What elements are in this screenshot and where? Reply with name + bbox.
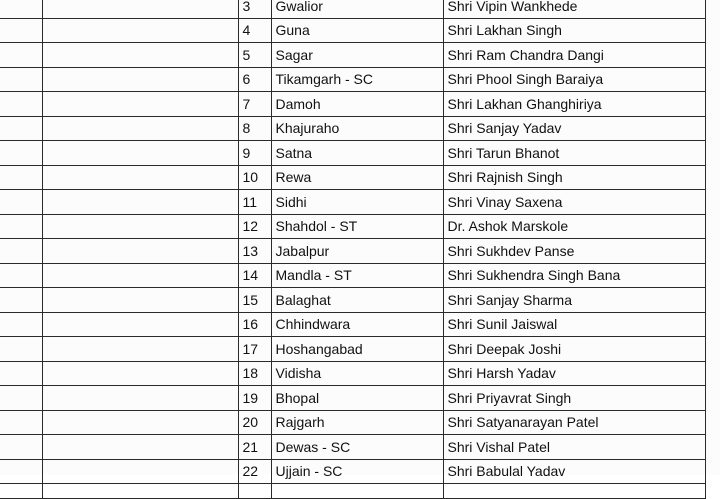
blank-cell (271, 484, 443, 499)
blank-cell (42, 214, 238, 239)
blank-cell (42, 484, 238, 499)
constituency-cell: Ujjain - SC (271, 459, 443, 484)
constituency-cell: Sagar (271, 43, 443, 68)
constituency-cell: Chhindwara (271, 312, 443, 337)
blank-cell (0, 386, 42, 411)
constituency-cell: Bhopal (271, 386, 443, 411)
blank-cell (42, 288, 238, 313)
constituency-cell: Hoshangabad (271, 337, 443, 362)
blank-cell (0, 141, 42, 166)
blank-cell (42, 435, 238, 460)
table-row (0, 312, 705, 337)
blank-cell (42, 239, 238, 264)
candidate-name-cell: Shri Babulal Yadav (443, 459, 705, 484)
blank-cell (0, 312, 42, 337)
serial-number-cell: 9 (238, 141, 271, 166)
serial-number-cell: 7 (238, 92, 271, 117)
table-row (0, 116, 705, 141)
candidate-name-cell: Shri Sanjay Sharma (443, 288, 705, 313)
serial-number-cell: 4 (238, 18, 271, 43)
blank-cell (42, 92, 238, 117)
blank-cell (0, 214, 42, 239)
serial-number-cell: 3 (238, 0, 271, 18)
table-row (0, 92, 705, 117)
constituency-cell: Dewas - SC (271, 435, 443, 460)
constituency-cell: Vidisha (271, 361, 443, 386)
serial-number-cell: 21 (238, 435, 271, 460)
serial-number-cell: 13 (238, 239, 271, 264)
table-row (0, 18, 705, 43)
constituency-cell: Tikamgarh - SC (271, 67, 443, 92)
table-row (0, 288, 705, 313)
blank-cell (42, 67, 238, 92)
blank-cell (0, 410, 42, 435)
blank-cell (42, 190, 238, 215)
blank-cell (42, 0, 238, 18)
constituency-cell: Damoh (271, 92, 443, 117)
candidate-name-cell: Shri Vinay Saxena (443, 190, 705, 215)
table-row (0, 361, 705, 386)
serial-number-cell: 8 (238, 116, 271, 141)
blank-cell (42, 312, 238, 337)
blank-cell (0, 92, 42, 117)
blank-cell (0, 435, 42, 460)
serial-number-cell: 5 (238, 43, 271, 68)
table-row (0, 165, 705, 190)
table-row (0, 459, 705, 484)
blank-cell (0, 190, 42, 215)
candidate-name-cell: Shri Satyanarayan Patel (443, 410, 705, 435)
constituency-cell: Jabalpur (271, 239, 443, 264)
blank-cell (0, 0, 42, 18)
table-row (0, 190, 705, 215)
blank-cell (0, 239, 42, 264)
blank-cell (42, 18, 238, 43)
blank-cell (42, 141, 238, 166)
constituency-cell: Gwalior (271, 0, 443, 18)
blank-cell (0, 337, 42, 362)
table-row (0, 67, 705, 92)
blank-cell (0, 263, 42, 288)
blank-cell (42, 361, 238, 386)
blank-cell (443, 484, 705, 499)
blank-cell (238, 484, 271, 499)
serial-number-cell: 22 (238, 459, 271, 484)
candidate-name-cell: Shri Sukhdev Panse (443, 239, 705, 264)
constituency-cell: Mandla - ST (271, 263, 443, 288)
candidate-name-cell: Shri Sunil Jaiswal (443, 312, 705, 337)
blank-cell (0, 18, 42, 43)
candidate-name-cell: Shri Vipin Wankhede (443, 0, 705, 18)
constituency-cell: Rewa (271, 165, 443, 190)
candidate-name-cell: Shri Phool Singh Baraiya (443, 67, 705, 92)
table-row (0, 263, 705, 288)
table-row (0, 435, 705, 460)
blank-cell (42, 43, 238, 68)
blank-cell (0, 361, 42, 386)
table-row (0, 239, 705, 264)
blank-cell (42, 337, 238, 362)
blank-cell (0, 484, 42, 499)
table-row (0, 0, 705, 18)
serial-number-cell: 20 (238, 410, 271, 435)
blank-cell (0, 165, 42, 190)
constituency-cell: Rajgarh (271, 410, 443, 435)
blank-cell (0, 116, 42, 141)
serial-number-cell: 19 (238, 386, 271, 411)
candidate-name-cell: Dr. Ashok Marskole (443, 214, 705, 239)
candidate-name-cell: Shri Lakhan Singh (443, 18, 705, 43)
constituency-cell: Satna (271, 141, 443, 166)
constituency-cell: Balaghat (271, 288, 443, 313)
table-row-partial (0, 484, 705, 499)
table-row (0, 43, 705, 68)
serial-number-cell: 11 (238, 190, 271, 215)
blank-cell (0, 288, 42, 313)
candidate-name-cell: Shri Harsh Yadav (443, 361, 705, 386)
table-row (0, 214, 705, 239)
blank-cell (0, 43, 42, 68)
blank-cell (42, 386, 238, 411)
constituency-cell: Sidhi (271, 190, 443, 215)
candidate-name-cell: Shri Priyavrat Singh (443, 386, 705, 411)
constituency-cell: Guna (271, 18, 443, 43)
candidate-name-cell: Shri Rajnish Singh (443, 165, 705, 190)
candidate-name-cell: Shri Vishal Patel (443, 435, 705, 460)
serial-number-cell: 6 (238, 67, 271, 92)
blank-cell (42, 410, 238, 435)
table-row (0, 337, 705, 362)
blank-cell (42, 116, 238, 141)
constituency-cell: Shahdol - ST (271, 214, 443, 239)
candidate-name-cell: Shri Lakhan Ghanghiriya (443, 92, 705, 117)
table-row (0, 410, 705, 435)
table-row (0, 141, 705, 166)
serial-number-cell: 16 (238, 312, 271, 337)
candidate-name-cell: Shri Sanjay Yadav (443, 116, 705, 141)
blank-cell (0, 67, 42, 92)
blank-cell (0, 459, 42, 484)
candidate-name-cell: Shri Deepak Joshi (443, 337, 705, 362)
serial-number-cell: 10 (238, 165, 271, 190)
serial-number-cell: 14 (238, 263, 271, 288)
candidate-name-cell: Shri Tarun Bhanot (443, 141, 705, 166)
blank-cell (42, 165, 238, 190)
constituency-cell: Khajuraho (271, 116, 443, 141)
blank-cell (42, 263, 238, 288)
blank-cell (42, 459, 238, 484)
serial-number-cell: 15 (238, 288, 271, 313)
serial-number-cell: 12 (238, 214, 271, 239)
candidate-name-cell: Shri Ram Chandra Dangi (443, 43, 705, 68)
table-row (0, 386, 705, 411)
candidate-name-cell: Shri Sukhendra Singh Bana (443, 263, 705, 288)
serial-number-cell: 18 (238, 361, 271, 386)
serial-number-cell: 17 (238, 337, 271, 362)
